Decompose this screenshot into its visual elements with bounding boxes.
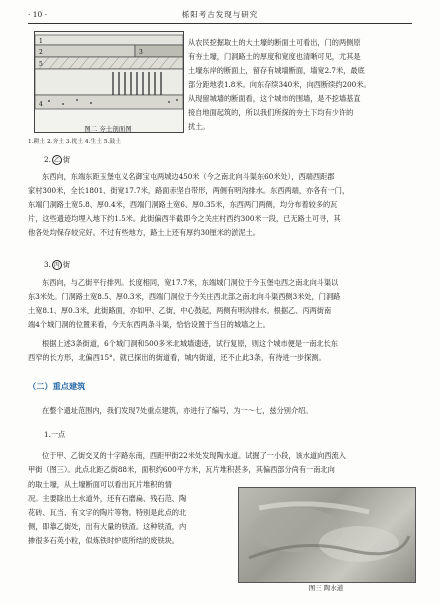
layer-label: 3 [139,49,143,56]
para-6-line: 花砖、瓦当、有文字的陶片等物。特别是此点的北 [28,508,187,517]
page-number: · 10 · [28,10,48,19]
layer-label: 2 [39,49,43,56]
photo-texture [239,488,415,582]
para-3-line: 东西向，与乙街平行排列。长度相同，宽17.7米，东端城门洞位于今玉堡屯西之南北向斗渠以 [42,278,339,287]
journal-title: 栎阳考古发现与研究 [181,10,259,19]
section-drawing [35,32,183,132]
subsection-1-title: 1.一点 [44,430,66,439]
para-6-line: 甲街（图三）。此点北距乙街88米，面积约600平方米，瓦片堆积甚多，其偏西部分尚有一南北向 [28,465,335,474]
intro-line: 有夯土壕，门洞路土的厚度和宽度也清晰可见，尤其是 [188,52,361,61]
section-number: 3. [44,260,51,269]
layer-label: 5 [39,61,43,68]
street-mark-circle: 丙 [53,262,60,269]
para-4-line: 西窄的长方形，北偏西15°。就已探出的街道看，城内街道，还不止此3条，有待进一步探测。 [28,353,326,362]
intro-line: 从现留城墙的断面看，这个城市的围墙，是不挖墙基直 [188,94,361,103]
figure-2-rammed-earth-section [34,31,184,133]
intro-line: 接自地面起筑的，所以我们所探的夯土下均有少许的 [188,108,354,117]
layer-label: 4 [39,101,43,108]
figure-3-pottery-drain-photo [238,487,416,583]
para-6-line: 掺很多石英小粒，似炼铁时炉底所结的废铁块。 [28,536,179,545]
figure-2-legend: 1.耕土 2.夯土 3.扰土 4.生土 5.鼓土 [28,139,121,145]
para-2-line: 片，这些遗迹均埋入地下约1.5米。此街偏西半截即今之关庄村西约300米一段，已无路土可寻，其 [28,214,341,223]
para-3-line: 东3米处。门洞路土宽8.5、厚0.3米，西端门洞位于今关庄西北部之南北向斗渠西侧3米处，门洞路 [28,292,341,301]
para-2-line: 东端门洞路土宽5.8、厚0.4米，西端门洞路土宽6、厚0.35米，东西两门两侧，均分布着较多的瓦 [28,200,338,209]
intro-line: 从农民挖掘取土的大土壕的断面土可看出，门的两侧原 [188,38,361,47]
section-title: 街 [62,260,71,269]
para-2-line: 东西向，东端东距玉堡屯义名御宝屯两城边450米（今之南北向斗渠东60米处），西端西距郡 [42,172,335,181]
para-3-line: 土宽8.1、厚0.3米，此街路面，亦如甲、乙街，中心鼓起，两侧有明沟排水。根据乙、丙两街南 [28,306,332,315]
street-mark-circle: 乙 [53,157,60,164]
para-2-line: 家村300米，全长1801、街宽17.7米，路面赤坚自带形，两侧有明沟排水。东西两端，亦各有一门， [28,186,350,195]
section-heading-key-buildings: （二）重点建筑 [28,381,86,391]
running-header [28,8,412,22]
section-2-heading [44,153,70,167]
figure-3-caption: 图三 陶水道 [308,584,344,592]
layer-label: 1 [39,38,43,45]
intro-line: 部分距地表1.8米。向东存续340米，向西断续约200米。 [188,80,371,89]
para-6-line: 的取土壕，从土壕断面可以看出瓦片堆积的情 [28,480,172,489]
intro-line: 扰土。 [188,122,210,131]
para-2-line: 他各处均保存较完好。不过有些地方，路土上还有厚约30厘米的淤泥土。 [28,228,260,237]
section-title: 街 [62,155,71,164]
para-5: 在整个遗址范围内，我们发现7处重点建筑，亦进行了编号，为一～七，兹分别介绍。 [42,406,313,415]
para-6-line: 位于甲、乙街交叉的十字路东南，西距甲街22米处发现陶水道。试掘了一小段，该水道向西流入 [42,451,346,460]
intro-line: 土壕东岸的断面上，留存有城墙断面，墙宽2.7米，最底 [188,66,365,75]
section-3-heading [44,258,70,272]
section-number: 2. [44,155,51,164]
para-6-line: 侧，即靠乙街处，出有大量的铁渣。这种铁渣，内 [28,522,187,531]
figure-2-caption: 图二 夯土剖面图 [84,125,132,133]
para-4-line: 根据上述3条街道，6个城门洞和500多米北城墙遗迹，试行复原，则这个城市便是一南北长东 [42,339,338,348]
para-3-line: 端4个城门洞的位置来看，今天东西两条斗渠，恰恰设置于当日的城墙之上。 [28,320,270,329]
header-rule [28,23,412,24]
para-6-line: 况。主要除出土水道外，还有石磨扁、残石范、陶 [28,494,187,503]
